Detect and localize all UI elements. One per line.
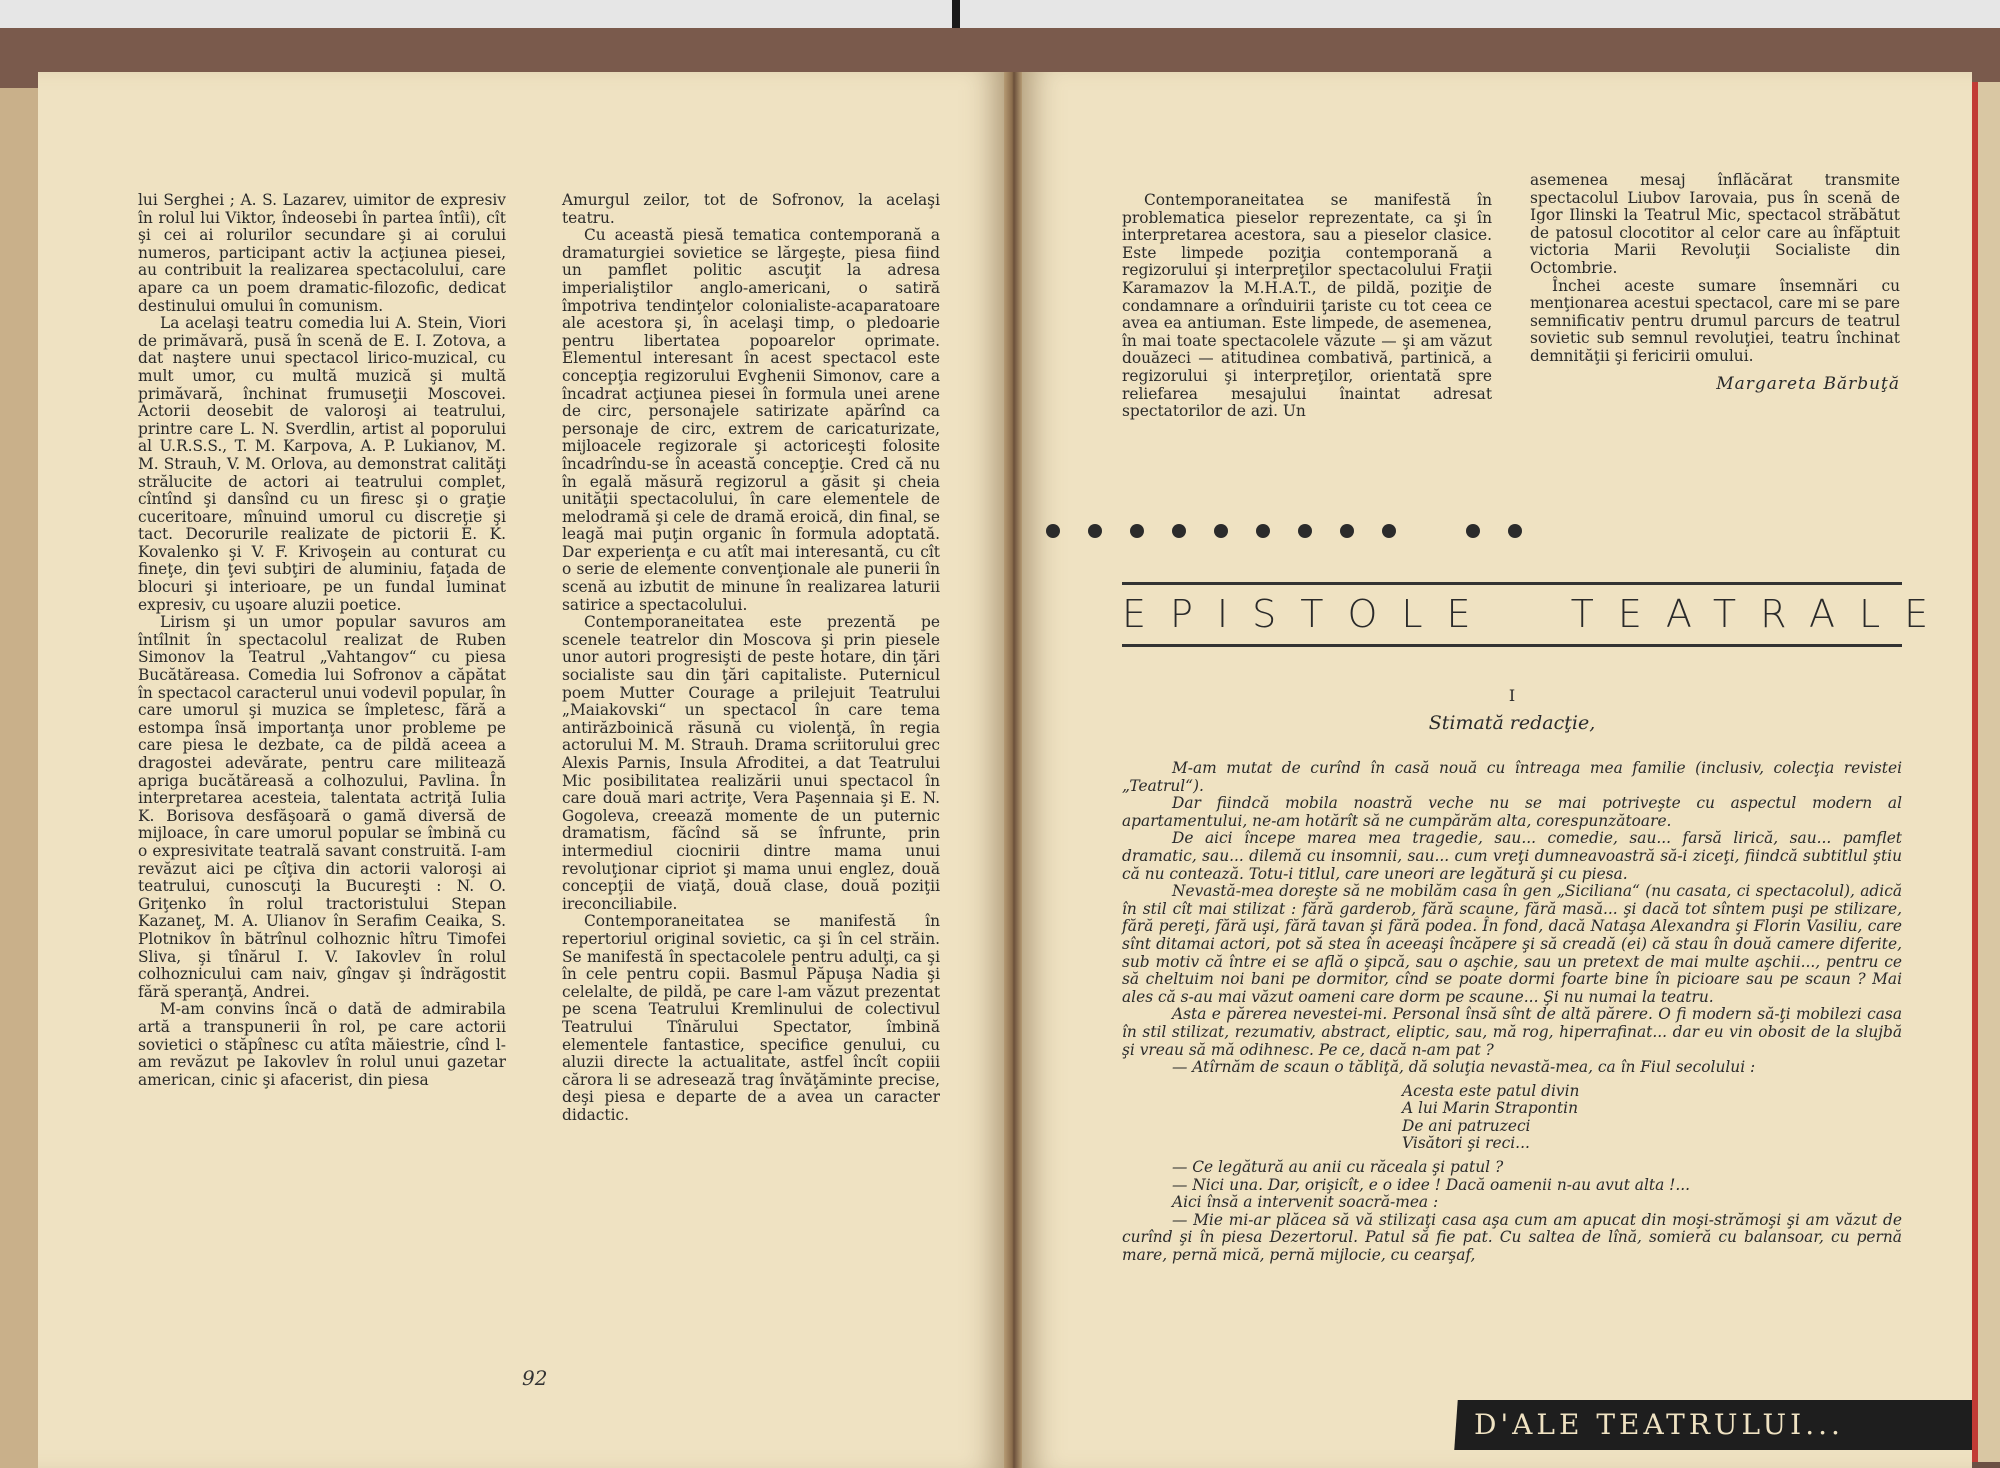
section-title: EPISTOLE TEATRALE [1122,592,1953,636]
paragraph: La acelaşi teatru comedia lui A. Stein, Viori de primăvară, pusă în scenă de E. I. Zotova, a dat naştere unui spectacol lirico-muzical, cu mult umor, cu multă muzică şi multă primăvară, închinat frumuseţii Moscovei. Actorii deosebit de valoroşi ai teatrului, printre care L. N. Sverdlin, artist al poporului al U.R.S.S., T. M. Karpova, A. P. Lukianov, M. M. Strauh, V. M. Orlova, au demonstrat calităţi strălucite de actori ai teatrului complet, cîntînd şi dansînd cu un firesc şi o graţie cuceritoare, mînuind umorul cu discreţie şi tact. Decorurile realizate de pictorii E. K. Kovalenko şi V. F. Krivoşein au conturat cu fineţe, din ţevi subţiri de aluminiu, faţada de blocuri şi interioare, pe un fundal luminat expresiv, cu uşoare aluzii poetice. [138,314,506,614]
dot [1172,524,1186,538]
dot [1130,524,1144,538]
author-signature: Margareta Bărbuţă [1716,373,1900,394]
paragraph: M-am mutat de curînd în casă nouă cu întreaga mea familie (inclusiv, colecţia revistei „Teatrul“). [1122,759,1902,795]
paragraph: De aici începe marea mea tragedie, sau... comedie, sau... farsă lirică, sau... pamflet dramatic, sau... dilemă cu insomnii, sau... cum vreţi dumneavoastră să-i ziceţi, fiindcă subtitlul ştiu că nu contează. Totu-i titlul, care uneori are legătură şi cu piesa. [1122,829,1902,883]
right-column-1 [1122,192,1492,421]
paragraph: Lirism şi un umor popular savuros am întîlnit în spectacolul realizat de Ruben Simonov la Teatrul „Vahtangov“ cu piesa Bucătăreasa. Comedia lui Sofronov a căpătat în spectacol caracterul unui vodevil popular, în care umorul şi muzica se împletesc, fără a estompa însă importanţa unor probleme pe care piesa le dezbate, ca de pildă aceea a dragostei adevărate, pentru care militează apriga bucătăreasă a colhozului, Pavlina. În interpretarea acesteia, talentata actriţă Iulia K. Borisova desfăşoară o gamă diversă de mijloace, în care umorul popular se îmbină cu o expresivitate teatrală savant construită. I-am revăzut aici pe cîţiva din actorii valoroşi ai teatrului, cunoscuţi la Bucureşti : N. O. Griţenko în rolul tractoristului Stepan Kazaneţ, M. A. Ulianov în Serafim Ceaika, S. Plotnikov în bătrînul colhoznic hîtru Timofei Sliva, şi tînărul I. V. Iakovlev în rolul colhoznicului cam naiv, gîngav şi îndrăgostit fără speranţă, Andrei. [138,613,506,1001]
dot [1382,524,1396,538]
right-column-2 [1530,172,1900,393]
open-book [0,28,2000,1460]
letter-body [1122,760,1902,1265]
dot [1256,524,1270,538]
left-column-1 [138,192,506,1089]
paragraph: M-am convins încă o dată de admirabila artă a transpunerii în rol, pe care actorii sovietici o stăpînesc cu atîta măiestrie, cînd l-am revăzut pe Iakovlev în rolul unui gazetar american, cinic şi afacerist, din piesa [138,1000,506,1089]
paragraph: lui Serghei ; A. S. Lazarev, uimitor de expresiv în rolul lui Viktor, îndeosebi în partea întîi), cît şi cei ai rolurilor secundare şi ai corului numeros, participant activ la acţiunea piesei, au contribuit la realizarea spectacolului, care apare ca un poem dramatic-filozofic, dedicat destinului omului în comunism. [138,191,506,315]
dot [1298,524,1312,538]
column-banner [1454,1400,1972,1450]
dot [1088,524,1102,538]
dot-divider [1046,524,1546,544]
paragraph: Închei aceste sumare însemnări cu menţionarea acestui spectacol, care mi se pare semnificativ pentru drumul parcurs de teatrul sovietic sub semnul revoluţiei, teatru închinat demnităţii şi fericirii omului. [1530,276,1900,365]
paragraph: — Mie mi-ar plăcea să vă stilizaţi casa aşa cum am apucat din moşi-strămoşi şi am văzut de curînd şi în piesa Dezertorul. Patul să fie pat. Cu saltea de lînă, somieră cu balansoar, cu pernă mare, pernă mică, pernă mijlocie, cu cearşaf, [1122,1210,1902,1265]
salutation: Stimată redacţie, [1428,712,1596,734]
paragraph: — Atîrnăm de scaun o tăbliţă, dă soluţia nevastă-mea, ca în Fiul secolului : [1172,1058,1756,1077]
top-strip [0,0,2000,30]
left-column-2 [562,192,940,1124]
page-number: 92 [522,1366,548,1390]
title-rule-top [1122,582,1902,585]
paragraph: Amurgul zeilor, tot de Sofronov, la acelaşi teatru. [562,191,940,227]
paragraph: — Nici una. Dar, orişicît, e o idee ! Dacă oamenii n-au avut alta !... [1172,1175,1691,1194]
letter-number: I [1508,686,1516,705]
right-page [1022,72,1972,1468]
dot [1466,524,1480,538]
paragraph: Contemporaneitatea se manifestă în repertoriul original sovietic, ca şi în cel străin. Se manifestă în spectacolele pentru adulţi, ca şi în cele pentru copii. Basmul Păpuşa Nadia şi celelalte, de pildă, pe care l-am văzut prezentat pe scena Teatrului Kremlinului de colectivul Teatrului Tînărului Spectator, îmbină elementele fantastice, specifice genului, cu aluzii directe la actualitate, astfel încît copiii cărora li se adresează trag învăţăminte precise, deşi piesa e departe de a avea un caracter didactic. [562,912,940,1124]
poem-line: De ani patruzeci [1402,1116,1531,1135]
dot [1214,524,1228,538]
book-spine [1004,72,1022,1468]
dot [1046,524,1060,538]
banner-label: D'ALE TEATRULUI... [1474,1408,1844,1441]
paragraph: asemenea mesaj înflăcărat transmite spectacolul Liubov Iarovaia, pus în scenă de Igor Ilinski la Teatrul Mic, spectacol străbătut de patosul clocotitor al celor care au înfăptuit victoria Marii Revoluţii Socialiste din Octombrie. [1530,171,1900,277]
paragraph: Aici însă a intervenit soacră-mea : [1172,1193,1439,1212]
paragraph: Contemporaneitatea se manifestă în problematica pieselor reprezentate, ca şi în interpretarea acestora, sau a pieselor clasice. Este limpede poziţia contemporană a regizorului şi interpreţilor spectacolului Fraţii Karamazov la M.H.A.T., de pildă, poziţie de condamnare a orînduirii ţariste cu tot ceea ce avea ea antiuman. Este limpede, de asemenea, în mai toate spectacolele văzute — şi am văzut douăzeci — atitudinea combativă, partinică, a regizorului şi interpreţilor, orientată spre reliefarea mesajului înaintat adresat spectatorilor de azi. Un [1122,191,1492,421]
left-page [38,72,1004,1468]
paragraph: Nevastă-mea doreşte să ne mobilăm casa în gen „Siciliana“ (nu casata, ci spectacolul), adică în stil cît mai stilizat : fără garderob, fără scaune, fără masă... şi dacă tot sîntem puşi pe stilizare, fără pereţi, fără uşi, fără tavan şi fără podea. În fond, dacă Nataşa Alexandra şi Florin Vasiliu, care sînt ditamai actori, pot să stea în aceeaşi încăpere şi să creadă (ei) că stau în două camere diferite, sub motiv că între ei se află o şipcă, sau o aşchie, sau un pretext de mai multe aşchii..., pentru ce să cheltuim noi bani pe dormitor, cînd se poate dormi foarte bine în picioare sau pe scaun ? Mai ales că s-au mai văzut oameni care dorm pe scaune... Şi nu numai la teatru. [1122,882,1902,1006]
poem-line: A lui Marin Strapontin [1402,1099,1578,1118]
poem-line: Acesta este patul divin [1402,1081,1580,1100]
title-rule-bottom [1122,644,1902,647]
bookmark-tab [952,0,960,30]
dot [1340,524,1354,538]
paragraph: Contemporaneitatea este prezentă pe scenele teatrelor din Moscova şi prin piesele unor autori progresişti de peste hotare, din ţări socialiste sau din ţări capitaliste. Puternicul poem Mutter Courage a prilejuit Teatrului „Maiakovski“ un spectacol în care tema antirăzboinică răsună cu violenţă, în regia actorului M. M. Strauh. Drama scriitorului grec Alexis Parnis, Insula Afroditei, a dat Teatrului Mic posibilitatea realizării unui spectacol în care două mari actriţe, Vera Paşennaia şi E. N. Gogoleva, creează momente de un puternic dramatism, făcînd să se înfrunte, prin intermediul ciocnirii dintre mama unui revoluţionar cipriot şi mama unui englez, două concepţii de viaţă, două clase, două poziţii ireconciliabile. [562,613,940,913]
paragraph: — Ce legătură au anii cu răceala şi patul ? [1172,1158,1504,1177]
paragraph: Dar fiindcă mobila noastră veche nu se mai potriveşte cu aspectul modern al apartamentului, ne-am hotărît să ne cumpărăm alta, corespunzătoare. [1122,794,1902,830]
poem [1402,1083,1902,1153]
paragraph: Asta e părerea nevestei-mi. Personal însă sînt de altă părere. O fi modern să-ţi mobilezi casa în stil stilizat, rezumativ, abstract, eliptic, sau, mă rog, hiperrafinat... dar eu vin obosit de la slujbă şi vreau să mă odihnesc. Pe ce, dacă n-am pat ? [1122,1005,1902,1059]
poem-line: Visători şi reci... [1402,1134,1530,1153]
paragraph: Cu această piesă tematica contemporană a dramaturgiei sovietice se lărgeşte, piesa fiind un pamflet politic ascuţit la adresa imperialiştilor anglo-americani, o satiră împotriva tendinţelor colonialiste-acaparatoare ale acestora şi, în acelaşi timp, o pledoarie pentru libertatea popoarelor oprimate. Elementul interesant în acest spectacol este concepţia regizorului Evghenii Simonov, care a încadrat acţiunea piesei în formula unei arene de circ, personajele satirizate apărînd ca personaje de circ, extrem de caricaturizate, mijloacele regizorale şi actoriceşti folosite încadrîndu-se în această concepţie. Cred că nu în egală măsură regizorul a găsit şi cheia unităţii spectacolului, în care elementele de melodramă şi cele de dramă eroică, din final, se leagă mai puţin organic în formula adoptată. Dar experienţa e cu atît mai interesantă, cu cît o serie de elemente convenţionale ale punerii în scenă au izbutit de minune în realizarea laturii satirice a spectacolului. [562,226,940,614]
dot [1508,524,1522,538]
right-page-edges [1972,82,2000,1462]
left-page-edges [0,88,40,1468]
